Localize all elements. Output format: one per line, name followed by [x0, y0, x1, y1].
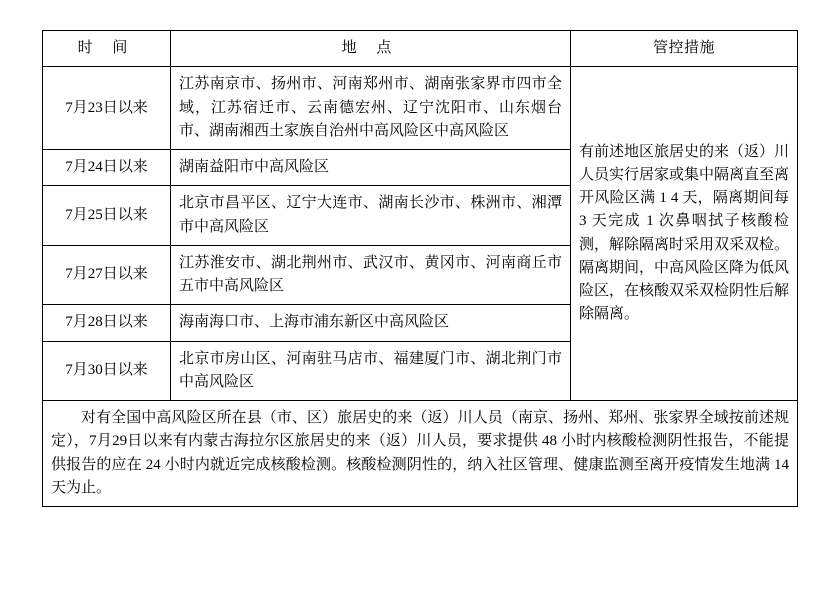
cell-measure: 有前述地区旅居史的来（返）川人员实行居家或集中隔离直至离开风险区满 1 4 天，隔离期间每 3 天完成 1 次鼻咽拭子核酸检测，解除隔离时采用双采双检。隔离期间，中高风险区降为低风险区，在核酸双采双检阴性后解除隔离。	[571, 67, 798, 401]
cell-place: 江苏淮安市、湖北荆州市、武汉市、黄冈市、河南商丘市五市中高风险区	[171, 245, 571, 305]
cell-time: 7月25日以来	[43, 186, 171, 246]
footer-note-text: 对有全国中高风险区所在县（市、区）旅居史的来（返）川人员（南京、扬州、郑州、张家界全域按前述规定），7月29日以来有内蒙古海拉尔区旅居史的来（返）川人员，要求提供 48 小时内核酸检测阴性报告，不能提供报告的应在 24 小时内就近完成核酸检测。核酸检测阴性的，纳入社区管理、健康监测至离开疫情发生地满 14 天为止。	[51, 410, 789, 496]
footer-note	[43, 401, 798, 507]
cell-time: 7月23日以来	[43, 67, 171, 150]
table-header-row	[43, 31, 798, 67]
table-footer-row	[43, 401, 798, 507]
cell-time: 7月28日以来	[43, 305, 171, 341]
risk-area-control-table	[42, 30, 798, 507]
cell-place: 北京市昌平区、辽宁大连市、湖南长沙市、株洲市、湘潭市中高风险区	[171, 186, 571, 246]
cell-time: 7月30日以来	[43, 341, 171, 401]
cell-place: 江苏南京市、扬州市、河南郑州市、湖南张家界市四市全域，江苏宿迁市、云南德宏州、辽宁沈阳市、山东烟台市、湖南湘西土家族自治州中高风险区中高风险区	[171, 67, 571, 150]
table-row	[43, 67, 798, 150]
header-measure: 管控措施	[571, 31, 798, 67]
cell-time: 7月24日以来	[43, 150, 171, 186]
header-place: 地 点	[171, 31, 571, 67]
cell-place: 北京市房山区、河南驻马店市、福建厦门市、湖北荆门市中高风险区	[171, 341, 571, 401]
cell-place: 湖南益阳市中高风险区	[171, 150, 571, 186]
header-time: 时 间	[43, 31, 171, 67]
cell-place: 海南海口市、上海市浦东新区中高风险区	[171, 305, 571, 341]
cell-time: 7月27日以来	[43, 245, 171, 305]
